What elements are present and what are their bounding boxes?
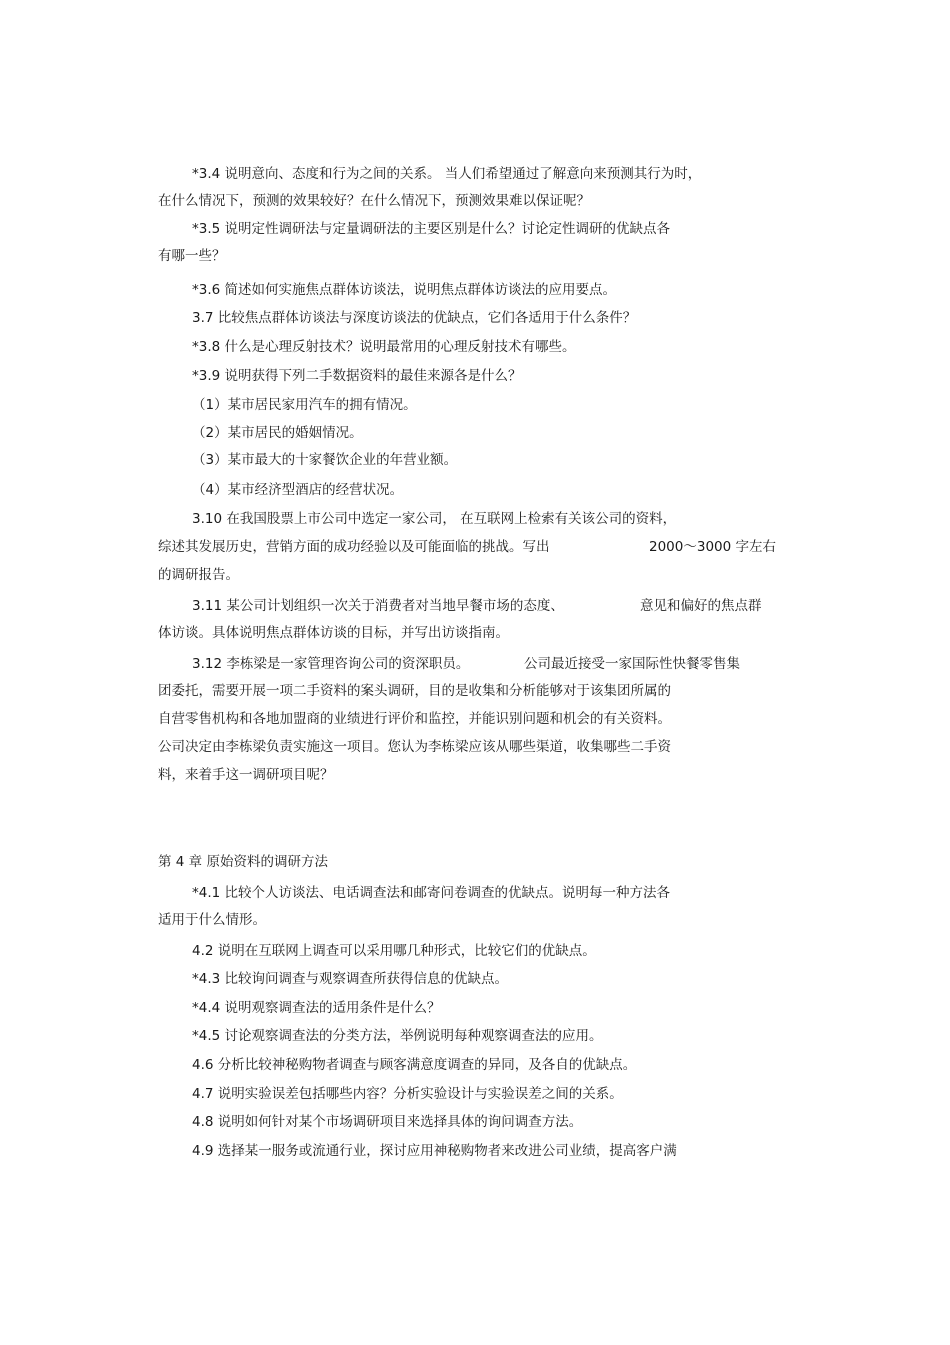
text-line: 在什么情况下，预测的效果较好？在什么情况下，预测效果难以保证呢？ bbox=[158, 193, 590, 209]
text-line: *4.4 说明观察调查法的适用条件是什么？ bbox=[192, 1000, 441, 1016]
text-line: 3.12 李栋梁是一家管理咨询公司的资深职员。 bbox=[192, 656, 470, 672]
text-line: *3.8 什么是心理反射技术？说明最常用的心理反射技术有哪些。 bbox=[192, 339, 576, 355]
text-line: 4.2 说明在互联网上调查可以采用哪几种形式，比较它们的优缺点。 bbox=[192, 943, 596, 959]
text-line: 综述其发展历史，营销方面的成功经验以及可能面临的挑战。写出 bbox=[158, 539, 550, 555]
chapter-heading: 第 4 章 原始资料的调研方法 bbox=[158, 854, 328, 870]
text-line: *4.1 比较个人访谈法、电话调查法和邮寄问卷调查的优缺点。说明每一种方法各 bbox=[192, 885, 671, 901]
text-line: 团委托，需要开展一项二手资料的案头调研，目的是收集和分析能够对于该集团所属的 bbox=[158, 683, 671, 699]
text-line: 自营零售机构和各地加盟商的业绩进行评价和监控，并能识别问题和机会的有关资料。 bbox=[158, 711, 671, 727]
text-line: *4.3 比较询问调查与观察调查所获得信息的优缺点。 bbox=[192, 971, 509, 987]
text-line: 的调研报告。 bbox=[158, 567, 239, 583]
text-line: （3）某市最大的十家餐饮企业的年营业额。 bbox=[192, 452, 458, 468]
text-line: 有哪一些？ bbox=[158, 248, 226, 264]
text-line: 2000～3000 字左右 bbox=[649, 539, 777, 555]
text-line: 4.6 分析比较神秘购物者调查与顾客满意度调查的异同，及各自的优缺点。 bbox=[192, 1057, 637, 1073]
text-line: （1）某市居民家用汽车的拥有情况。 bbox=[192, 397, 417, 413]
text-line: 适用于什么情形。 bbox=[158, 912, 266, 928]
text-line: 4.7 说明实验误差包括哪些内容？分析实验设计与实验误差之间的关系。 bbox=[192, 1086, 623, 1102]
text-line: *3.6 简述如何实施焦点群体访谈法，说明焦点群体访谈法的应用要点。 bbox=[192, 282, 617, 298]
text-line: 公司决定由李栋梁负责实施这一项目。您认为李栋梁应该从哪些渠道，收集哪些二手资 bbox=[158, 739, 671, 755]
text-line: *3.5 说明定性调研法与定量调研法的主要区别是什么？讨论定性调研的优缺点各 bbox=[192, 221, 671, 237]
text-line: 3.11 某公司计划组织一次关于消费者对当地早餐市场的态度、 bbox=[192, 598, 564, 614]
text-line: *3.4 说明意向、态度和行为之间的关系。 当人们希望通过了解意向来预测其行为时， bbox=[192, 166, 702, 182]
text-line: *4.5 讨论观察调查法的分类方法，举例说明每种观察调查法的应用。 bbox=[192, 1028, 603, 1044]
text-line: 公司最近接受一家国际性快餐零售集 bbox=[524, 656, 740, 672]
text-line: （4）某市经济型酒店的经营状况。 bbox=[192, 482, 404, 498]
text-line: 3.10 在我国股票上市公司中选定一家公司， 在互联网上检索有关该公司的资料， bbox=[192, 511, 677, 527]
text-line: 料，来着手这一调研项目呢？ bbox=[158, 767, 334, 783]
text-line: *3.9 说明获得下列二手数据资料的最佳来源各是什么？ bbox=[192, 368, 522, 384]
text-line: 意见和偏好的焦点群 bbox=[640, 598, 762, 614]
text-line: 体访谈。具体说明焦点群体访谈的目标，并写出访谈指南。 bbox=[158, 625, 509, 641]
text-line: （2）某市居民的婚姻情况。 bbox=[192, 425, 363, 441]
text-line: 4.9 选择某一服务或流通行业，探讨应用神秘购物者来改进公司业绩，提高客户满 bbox=[192, 1143, 677, 1159]
text-line: 3.7 比较焦点群体访谈法与深度访谈法的优缺点，它们各适用于什么条件？ bbox=[192, 310, 637, 326]
text-line: 4.8 说明如何针对某个市场调研项目来选择具体的询问调查方法。 bbox=[192, 1114, 583, 1130]
